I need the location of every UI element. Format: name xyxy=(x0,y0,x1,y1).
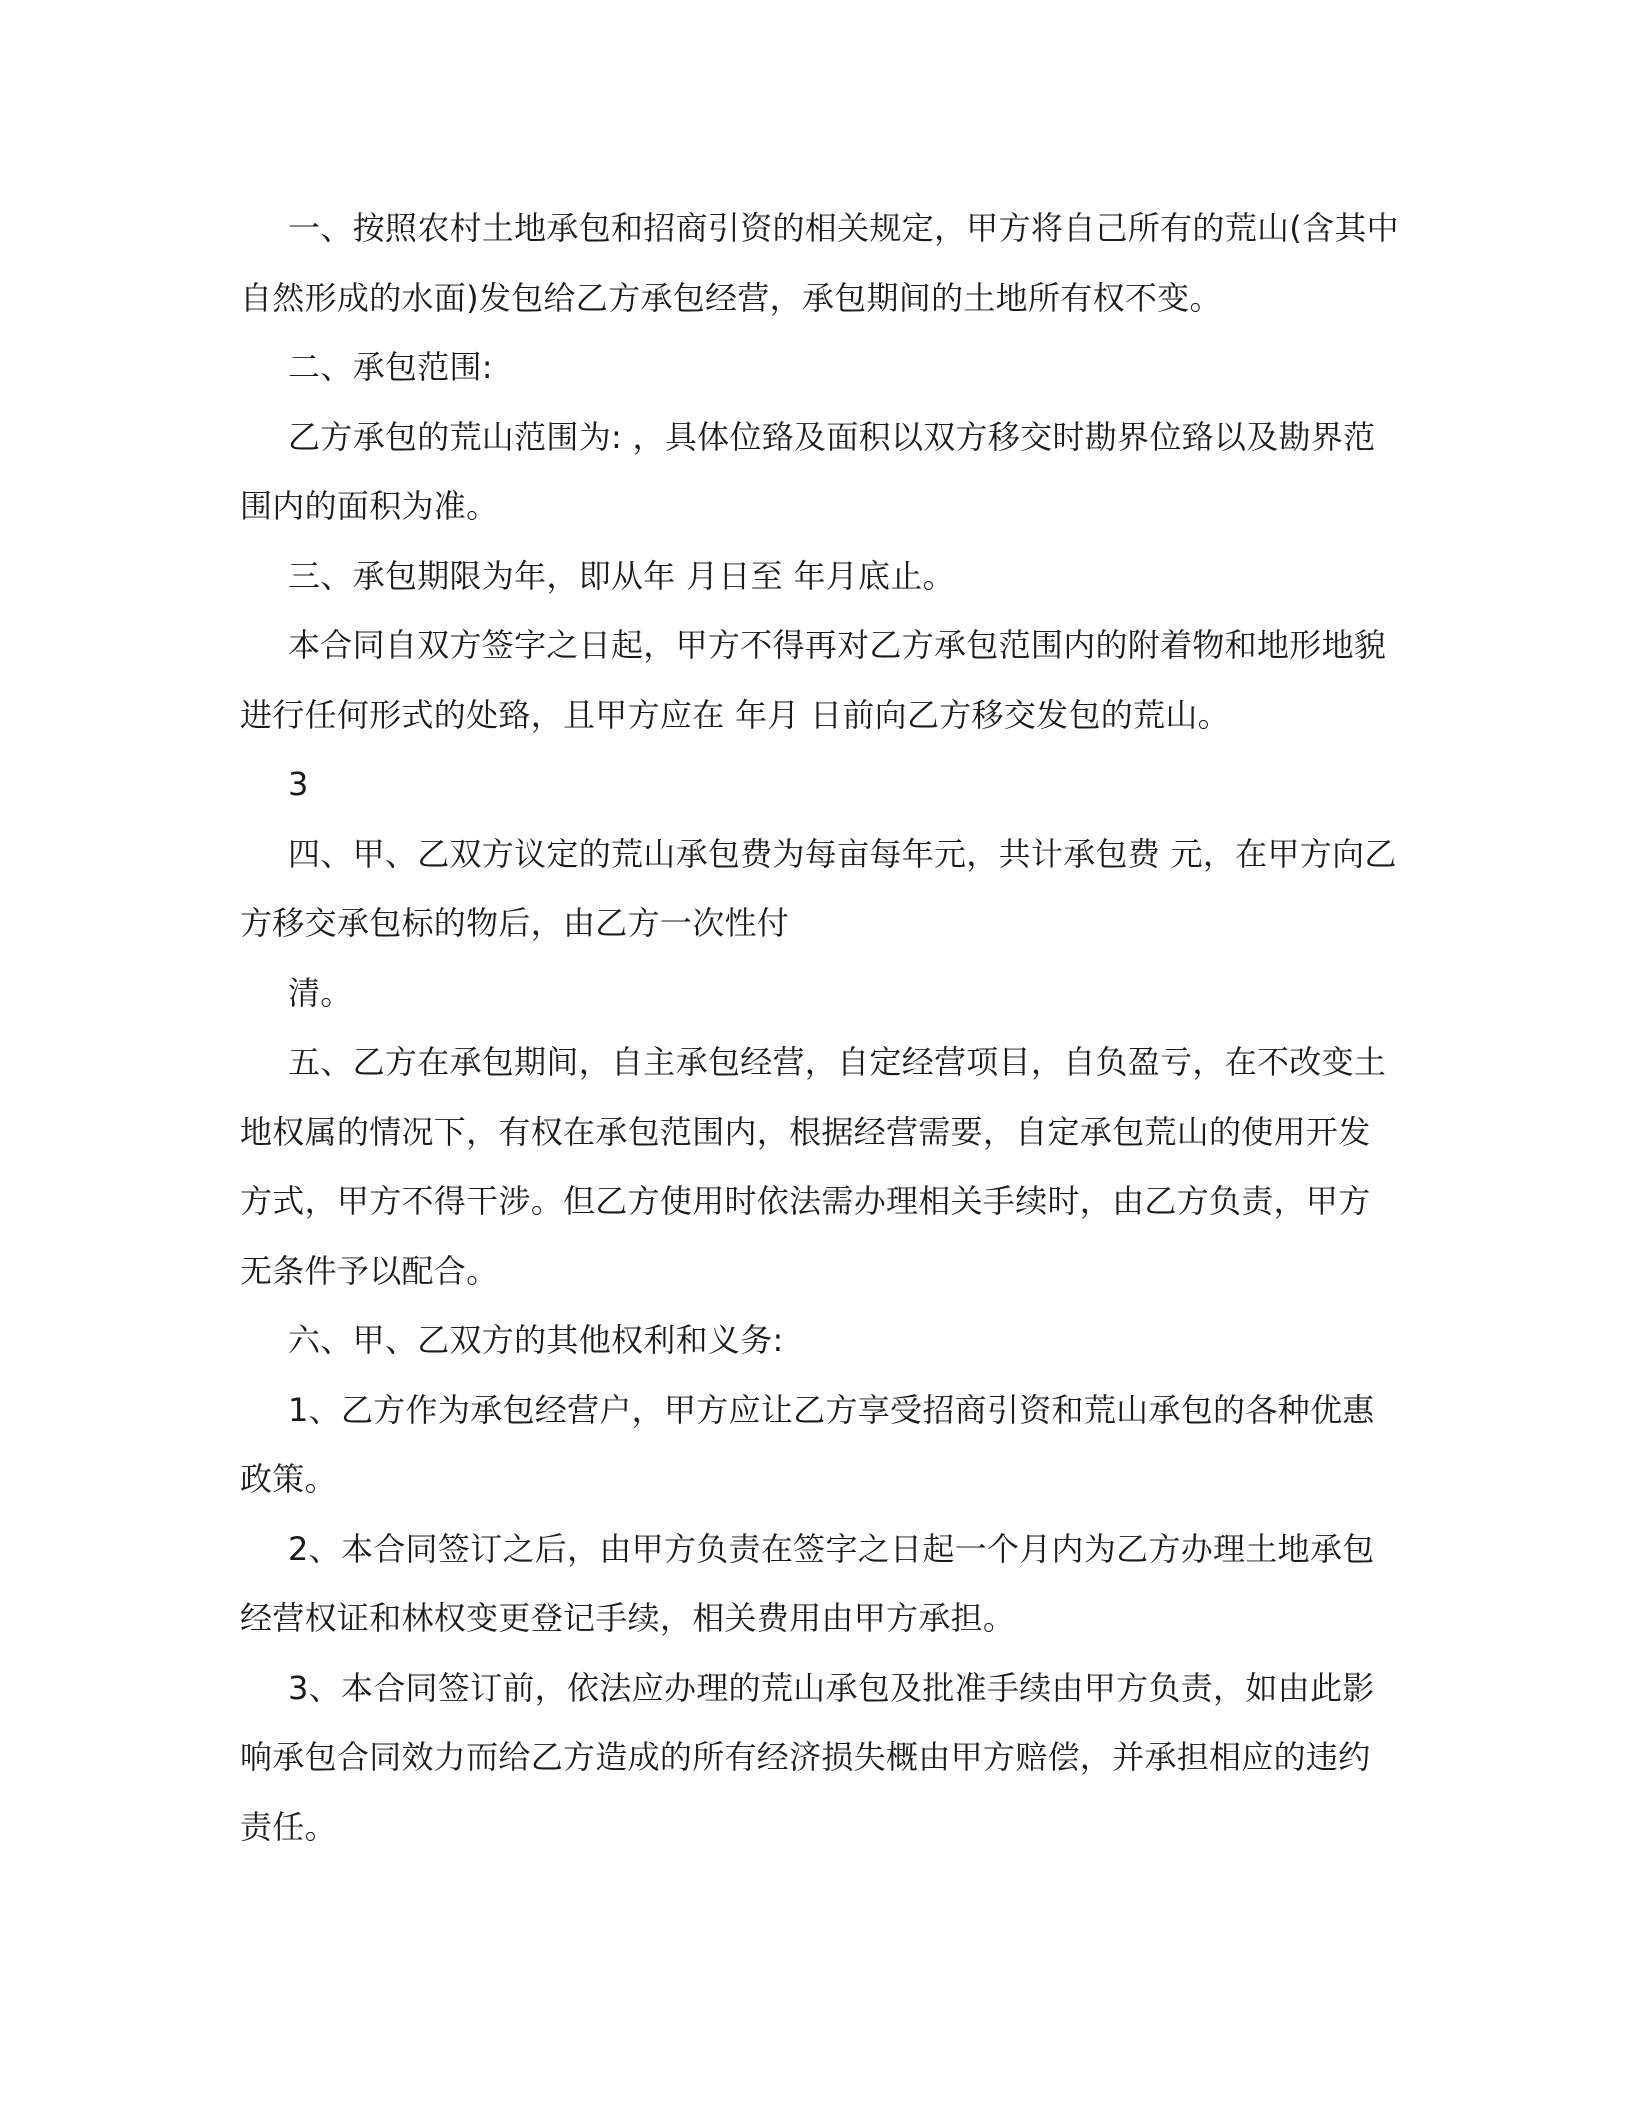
text-line: 责任。 xyxy=(240,1807,337,1846)
section-heading: 三、承包期限为年，即从年 月日至 年月底止。 xyxy=(288,556,955,595)
section-heading: 六、甲、乙双方的其他权利和义务: xyxy=(288,1321,784,1359)
text-line: 一、按照农村土地承包和招商引资的相关规定，甲方将自己所有的荒山(含其中 xyxy=(288,209,1399,247)
text-line: 无条件予以配合。 xyxy=(240,1251,499,1290)
list-item: 1、乙方作为承包经营户，甲方应让乙方享受招商引资和荒山承包的各种优惠 xyxy=(288,1390,1375,1429)
text-line: 经营权证和林权变更登记手续，相关费用由甲方承担。 xyxy=(240,1599,1016,1637)
section-heading: 五、乙方在承包期间，自主承包经营，自定经营项目，自负盈亏，在不改变土 xyxy=(288,1043,1387,1081)
text-line: 围内的面积为准。 xyxy=(240,487,499,525)
text-line: 乙方承包的荒山范围为: ，具体位臵及面积以双方移交时勘界位臵以及勘界范 xyxy=(288,417,1376,456)
list-item: 3、本合同签订前，依法应办理的荒山承包及批准手续由甲方负责，如由此影 xyxy=(288,1668,1375,1707)
text-line: 政策。 xyxy=(240,1460,337,1498)
text-line: 地权属的情况下，有权在承包范围内，根据经营需要，自定承包荒山的使用开发 xyxy=(240,1112,1371,1151)
text-line: 进行任何形式的处臵，且甲方应在 年月 日前向乙方移交发包的荒山。 xyxy=(240,695,1230,734)
text-line: 方移交承包标的物后，由乙方一次性付 xyxy=(240,904,790,942)
text-line: 响承包合同效力而给乙方造成的所有经济损失概由甲方赔偿，并承担相应的违约 xyxy=(240,1738,1371,1776)
page-number: 3 xyxy=(288,765,309,803)
text-line: 方式，甲方不得干涉。但乙方使用时依法需办理相关手续时，由乙方负责，甲方 xyxy=(240,1182,1371,1220)
text-line: 清。 xyxy=(288,973,353,1012)
text-line: 本合同自双方签字之日起，甲方不得再对乙方承包范围内的附着物和地形地貌 xyxy=(288,626,1387,664)
list-item: 2、本合同签订之后，由甲方负责在签字之日起一个月内为乙方办理土地承包 xyxy=(288,1529,1375,1568)
text-line: 自然形成的水面)发包给乙方承包经营，承包期间的土地所有权不变。 xyxy=(240,278,1222,317)
document-body xyxy=(240,194,1399,1862)
section-heading: 二、承包范围: xyxy=(288,348,493,386)
section-heading: 四、甲、乙双方议定的荒山承包费为每亩每年元，共计承包费 元，在甲方向乙 xyxy=(288,834,1397,873)
